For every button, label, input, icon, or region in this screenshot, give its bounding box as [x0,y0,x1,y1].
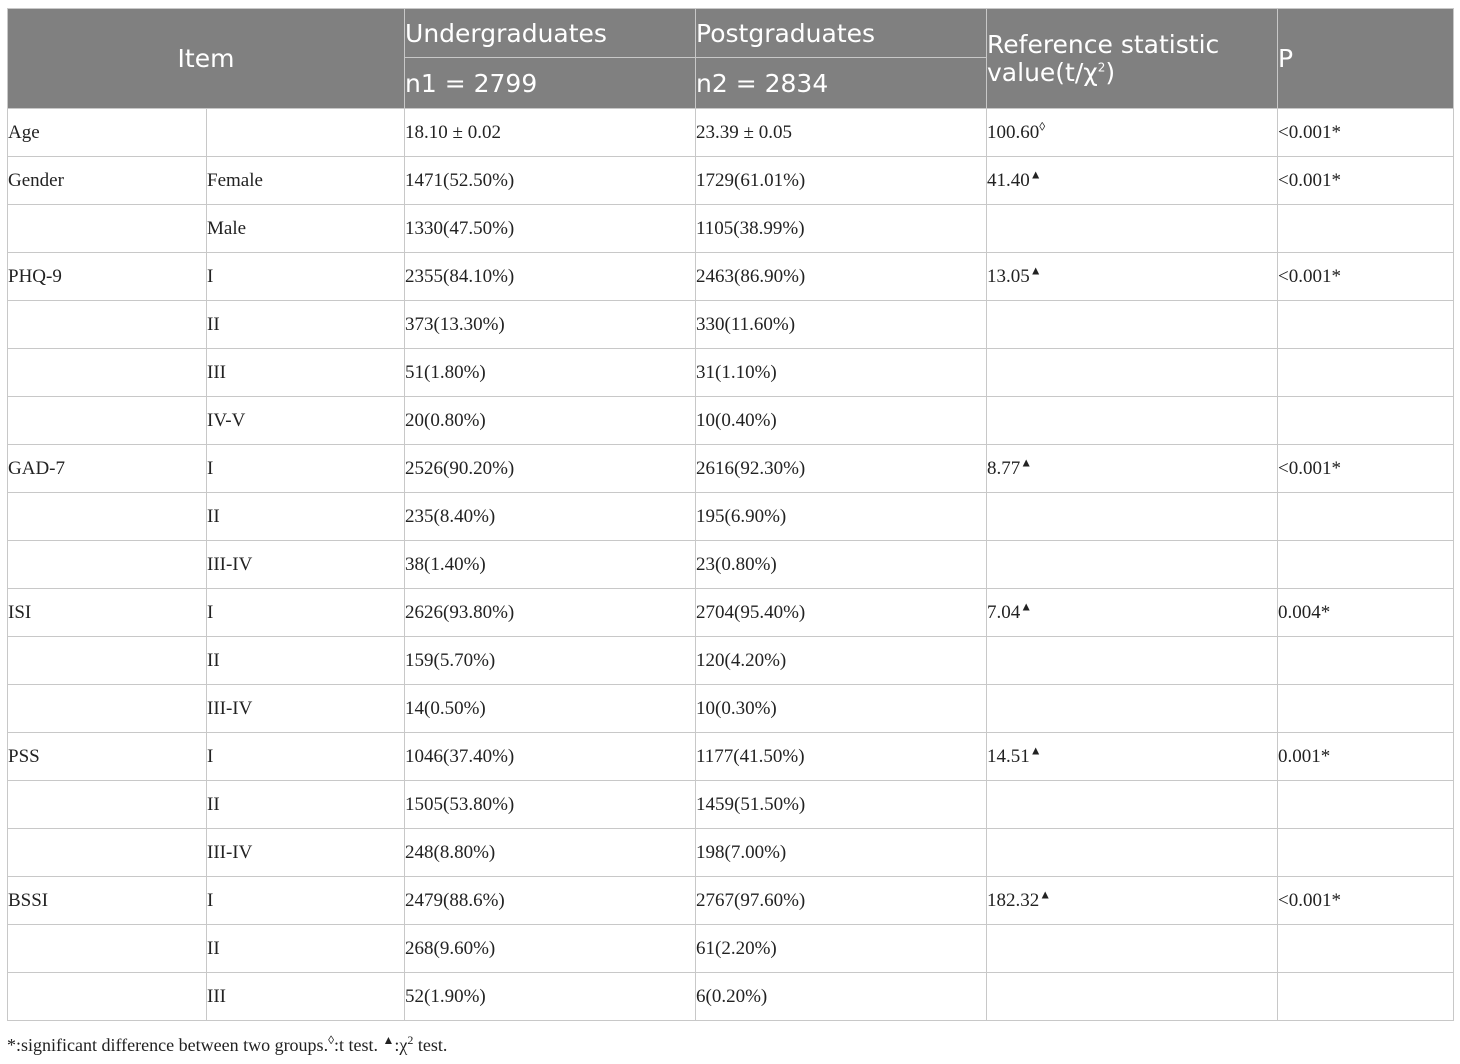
row-p-cell: 0.004* [1278,589,1454,637]
row-statistic-cell [987,541,1278,589]
row-p-cell [1278,205,1454,253]
row-undergraduates-cell: 2479(88.6%) [405,877,696,925]
row-statistic-cell [987,301,1278,349]
row-postgraduates-cell: 195(6.90%) [696,493,987,541]
row-p-cell [1278,829,1454,877]
row-item-cell [8,205,207,253]
row-p-cell [1278,637,1454,685]
row-statistic-cell [987,685,1278,733]
row-postgraduates-cell: 330(11.60%) [696,301,987,349]
row-undergraduates-cell: 18.10 ± 0.02 [405,109,696,157]
row-level-cell: II [207,493,405,541]
row-postgraduates-cell: 10(0.40%) [696,397,987,445]
row-p-cell [1278,541,1454,589]
row-level-cell: I [207,733,405,781]
table-row [8,925,1454,973]
row-item-cell [8,829,207,877]
row-p-cell: <0.001* [1278,157,1454,205]
row-postgraduates-cell: 1177(41.50%) [696,733,987,781]
row-postgraduates-cell: 23(0.80%) [696,541,987,589]
table-row [8,205,1454,253]
row-undergraduates-cell: 20(0.80%) [405,397,696,445]
test-marker: ▲ [1020,599,1033,614]
row-undergraduates-cell: 1046(37.40%) [405,733,696,781]
test-marker: ▲ [1029,263,1042,278]
table-row [8,397,1454,445]
row-undergraduates-cell: 1471(52.50%) [405,157,696,205]
row-statistic-cell: 182.32▲ [987,877,1278,925]
row-item-cell [8,781,207,829]
row-postgraduates-cell: 6(0.20%) [696,973,987,1021]
table-row [8,685,1454,733]
row-item-cell: BSSI [8,877,207,925]
test-marker: ▲ [1029,167,1042,182]
table-row [8,109,1454,157]
table-body [8,109,1454,1021]
row-statistic-cell: 41.40▲ [987,157,1278,205]
row-postgraduates-cell: 10(0.30%) [696,685,987,733]
table-row [8,781,1454,829]
header-n-postgraduates: n2 = 2834 [696,58,987,109]
row-item-cell: ISI [8,589,207,637]
row-item-cell: Age [8,109,207,157]
row-level-cell: Female [207,157,405,205]
table-row [8,157,1454,205]
row-p-cell [1278,493,1454,541]
row-item-cell [8,973,207,1021]
row-undergraduates-cell: 2355(84.10%) [405,253,696,301]
row-p-cell [1278,685,1454,733]
row-postgraduates-cell: 120(4.20%) [696,637,987,685]
row-statistic-cell [987,637,1278,685]
row-level-cell: I [207,877,405,925]
row-statistic-cell [987,493,1278,541]
table-row [8,637,1454,685]
table-row [8,349,1454,397]
row-level-cell: I [207,445,405,493]
row-item-cell [8,541,207,589]
row-p-cell: <0.001* [1278,877,1454,925]
header-n-undergraduates: n1 = 2799 [405,58,696,109]
row-statistic-cell: 7.04▲ [987,589,1278,637]
row-level-cell [207,109,405,157]
row-p-cell [1278,301,1454,349]
row-level-cell: II [207,301,405,349]
row-p-cell: <0.001* [1278,253,1454,301]
row-item-cell [8,397,207,445]
row-postgraduates-cell: 198(7.00%) [696,829,987,877]
row-item-cell: Gender [8,157,207,205]
row-p-cell: <0.001* [1278,445,1454,493]
row-level-cell: IV-V [207,397,405,445]
table-row [8,733,1454,781]
row-level-cell: II [207,637,405,685]
table-header [8,9,1454,109]
row-statistic-cell: 14.51▲ [987,733,1278,781]
row-undergraduates-cell: 1505(53.80%) [405,781,696,829]
row-level-cell: I [207,253,405,301]
table-row [8,877,1454,925]
row-item-cell [8,349,207,397]
row-p-cell: <0.001* [1278,109,1454,157]
table-row [8,973,1454,1021]
row-statistic-cell [987,925,1278,973]
row-undergraduates-cell: 235(8.40%) [405,493,696,541]
test-marker: ◊ [1039,119,1046,134]
header-p: P [1278,9,1454,109]
row-postgraduates-cell: 2767(97.60%) [696,877,987,925]
row-undergraduates-cell: 52(1.90%) [405,973,696,1021]
row-p-cell [1278,781,1454,829]
row-item-cell: PHQ-9 [8,253,207,301]
row-level-cell: II [207,925,405,973]
row-level-cell: I [207,589,405,637]
row-postgraduates-cell: 23.39 ± 0.05 [696,109,987,157]
row-level-cell: Male [207,205,405,253]
row-statistic-cell [987,829,1278,877]
row-postgraduates-cell: 31(1.10%) [696,349,987,397]
row-statistic-cell: 100.60◊ [987,109,1278,157]
test-marker: ▲ [1020,455,1033,470]
row-p-cell: 0.001* [1278,733,1454,781]
row-undergraduates-cell: 248(8.80%) [405,829,696,877]
row-statistic-cell: 13.05▲ [987,253,1278,301]
row-p-cell [1278,349,1454,397]
row-postgraduates-cell: 61(2.20%) [696,925,987,973]
results-table [7,8,1454,1021]
header-item: Item [8,9,405,109]
row-item-cell [8,301,207,349]
row-item-cell: GAD-7 [8,445,207,493]
row-level-cell: III-IV [207,829,405,877]
header-postgraduates: Postgraduates [696,9,987,58]
table-footnote: *:significant difference between two groups.◊:t test. $^▲:\chi^2$ test. [7,1033,448,1055]
table-row [8,301,1454,349]
row-postgraduates-cell: 2704(95.40%) [696,589,987,637]
row-level-cell: III-IV [207,541,405,589]
header-undergraduates: Undergraduates [405,9,696,58]
test-marker: ▲ [1039,887,1052,902]
row-postgraduates-cell: 2616(92.30%) [696,445,987,493]
row-statistic-cell: 8.77▲ [987,445,1278,493]
row-undergraduates-cell: 1330(47.50%) [405,205,696,253]
row-undergraduates-cell: 2626(93.80%) [405,589,696,637]
row-p-cell [1278,397,1454,445]
row-level-cell: II [207,781,405,829]
row-item-cell [8,637,207,685]
row-item-cell [8,493,207,541]
row-undergraduates-cell: 2526(90.20%) [405,445,696,493]
row-statistic-cell [987,781,1278,829]
row-item-cell [8,685,207,733]
table-row [8,253,1454,301]
test-marker: ▲ [1029,743,1042,758]
row-undergraduates-cell: 38(1.40%) [405,541,696,589]
row-level-cell: III [207,973,405,1021]
row-postgraduates-cell: 1459(51.50%) [696,781,987,829]
table-row [8,541,1454,589]
row-statistic-cell [987,397,1278,445]
row-undergraduates-cell: 159(5.70%) [405,637,696,685]
table-row [8,589,1454,637]
row-statistic-cell [987,973,1278,1021]
table-row [8,829,1454,877]
row-p-cell [1278,973,1454,1021]
row-undergraduates-cell: 14(0.50%) [405,685,696,733]
row-postgraduates-cell: 1105(38.99%) [696,205,987,253]
row-level-cell: III-IV [207,685,405,733]
row-level-cell: III [207,349,405,397]
row-undergraduates-cell: 268(9.60%) [405,925,696,973]
table-row [8,493,1454,541]
row-postgraduates-cell: 2463(86.90%) [696,253,987,301]
row-item-cell: PSS [8,733,207,781]
row-postgraduates-cell: 1729(61.01%) [696,157,987,205]
row-undergraduates-cell: 51(1.80%) [405,349,696,397]
row-p-cell [1278,925,1454,973]
table-row [8,445,1454,493]
row-statistic-cell [987,349,1278,397]
row-statistic-cell [987,205,1278,253]
row-undergraduates-cell: 373(13.30%) [405,301,696,349]
header-reference-statistic: Reference statistic $value(t/\chi^2)$ [987,9,1278,109]
row-item-cell [8,925,207,973]
